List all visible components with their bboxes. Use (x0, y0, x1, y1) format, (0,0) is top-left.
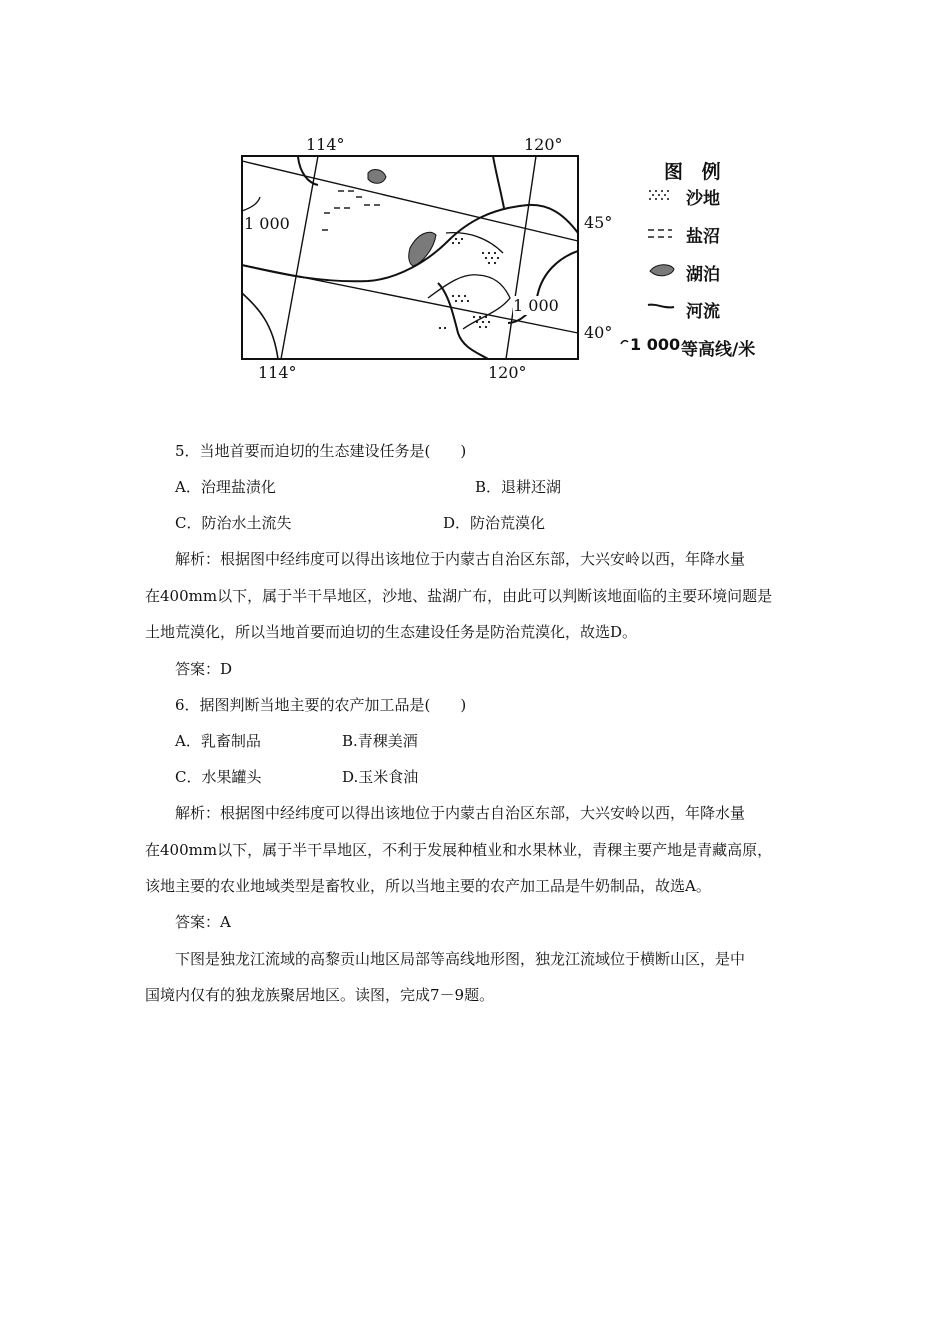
q6-answer: 答案：A (175, 913, 231, 931)
lat-label-lower: 40° (584, 323, 613, 342)
parallel-45 (242, 161, 578, 241)
contour-label-left: 1 000 (244, 214, 290, 233)
contour-left (242, 197, 260, 211)
legend-label-lake: 湖泊 (686, 265, 720, 285)
meridian-114 (281, 156, 318, 359)
q6-stem: 6．据图判断当地主要的农产加工品是( ) (175, 696, 467, 714)
legend-river-symbol (648, 305, 674, 308)
q6-analysis-line-3: 该地主要的农业地域类型是畜牧业，所以当地主要的农产加工品是牛奶制品，故选A。 (145, 877, 711, 895)
q5-stem: 5．当地首要而迫切的生态建设任务是( ) (175, 442, 467, 460)
q6-option-a: A．乳畜制品 (175, 732, 261, 750)
river-south (438, 283, 488, 359)
legend-label-salt-marsh: 盐沼 (686, 227, 720, 247)
q6-analysis-line-2: 在400mm以下，属于半干旱地区，不利于发展种植业和水果林业，青稞主要产地是青藏高原， (145, 841, 773, 859)
legend-sand-symbol (649, 190, 669, 200)
q6-analysis-line-1: 解析：根据图中经纬度可以得出该地位于内蒙古自治区东部，大兴安岭以西，年降水量 (175, 804, 746, 822)
contour-label-right: 1 000 (513, 296, 559, 315)
q6-option-b: B.青稞美酒 (342, 732, 418, 750)
lon-label-bottom-left: 114° (258, 363, 297, 382)
river-ne (493, 156, 504, 208)
intro-line-1: 下图是独龙江流域的高黎贡山地区局部等高线地形图，独龙江流域位于横断山区，是中 (175, 950, 746, 968)
q6-option-d: D.玉米食油 (342, 768, 419, 786)
lon-label-top-left: 114° (306, 135, 345, 154)
legend-label-contour: 等高线/米 (681, 340, 756, 360)
lake-north (368, 170, 386, 184)
intro-line-2: 国境内仅有的独龙族聚居地区。读图，完成7－9题。 (145, 986, 495, 1004)
q5-analysis-line-3: 土地荒漠化，所以当地首要而迫切的生态建设任务是防治荒漠化，故选D。 (145, 623, 638, 641)
legend-label-river: 河流 (686, 302, 720, 322)
q5-analysis-line-1: 解析：根据图中经纬度可以得出该地位于内蒙古自治区东部，大兴安岭以西，年降水量 (175, 550, 746, 568)
q5-option-a: A．治理盐渍化 (175, 478, 276, 496)
legend-title: 图 例 (664, 161, 727, 183)
legend-contour-symbol (621, 341, 628, 344)
river-sw (242, 293, 278, 359)
meridian-120 (506, 156, 536, 359)
q5-answer: 答案：D (175, 660, 233, 678)
lat-label-upper: 45° (584, 213, 613, 232)
lon-label-top-right: 120° (524, 135, 563, 154)
q5-option-d: D．防治荒漠化 (443, 514, 546, 532)
lon-label-bottom-right: 120° (488, 363, 527, 382)
legend-salt-symbol (648, 230, 672, 237)
q5-option-c: C．防治水土流失 (175, 514, 292, 532)
legend-lake-symbol (650, 265, 674, 276)
salt-marsh-group (322, 191, 380, 230)
contour-right (428, 275, 510, 329)
q6-option-c: C．水果罐头 (175, 768, 262, 786)
map-figure (238, 133, 798, 388)
legend-contour-sample: 1 000 (630, 335, 681, 354)
legend-label-sand: 沙地 (686, 189, 720, 209)
q5-option-b: B．退耕还湖 (475, 478, 562, 496)
q5-analysis-line-2: 在400mm以下，属于半干旱地区，沙地、盐湖广布，由此可以判断该地面临的主要环境问题是 (145, 587, 773, 605)
